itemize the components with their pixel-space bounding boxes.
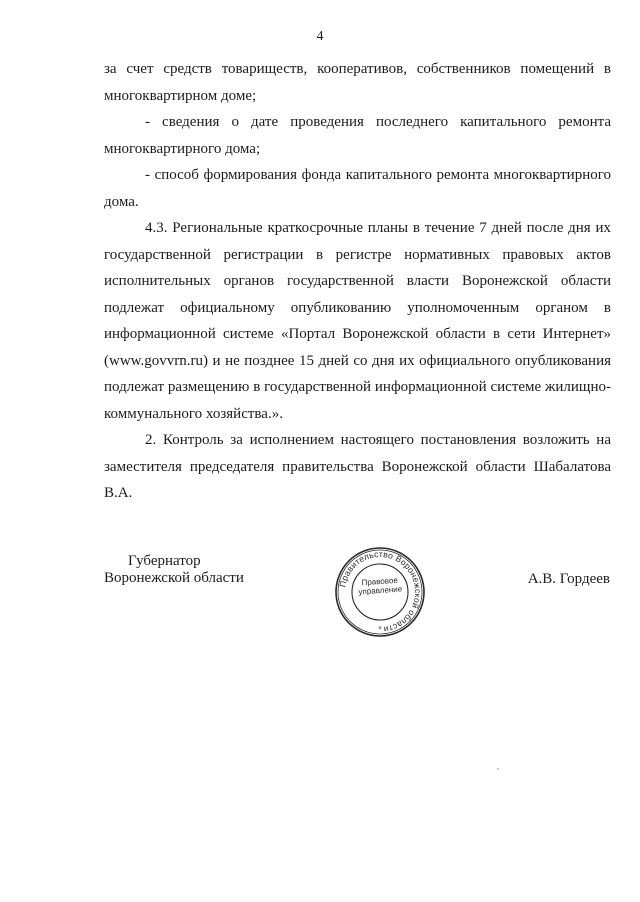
svg-text:*: *: [378, 625, 382, 633]
paragraph-repair-date: - сведения о дате проведения последнего капитального ремонта многоквартирного дома;: [104, 114, 611, 157]
signatory-name: А.В. Гордеев: [527, 571, 610, 587]
stamp-center-line2: управление: [358, 584, 403, 597]
paragraph-fund-method: - способ формирования фонда капитального ремонта многоквартирного дома.: [104, 167, 611, 210]
page-number: 4: [316, 29, 324, 44]
paragraph-continuation: за счет средств товариществ, кооперативов, собственников помещений в многоквартирном доме;: [104, 61, 611, 104]
signature-block: [0, 545, 640, 635]
scan-speck: [497, 768, 499, 770]
signatory-title-line2: Воронежской области: [104, 570, 244, 586]
paragraph-control: 2. Контроль за исполнением настоящего постановления возложить на заместителя председателя правительства Воронежской области Шабалатова В.А.: [104, 432, 611, 501]
official-stamp: [333, 545, 427, 639]
document-body: [104, 56, 611, 507]
signatory-title-line1: Губернатор: [128, 553, 201, 569]
paragraph-4-3: 4.3. Региональные краткосрочные планы в течение 7 дней после дня их государственной регистрации в регистре нормативных правовых актов исполнительных органов государственной власти Воронежской области подлежат официальному опубликованию уполномоченным органом в информационной системе «Портал Воронежской области в сети Интернет» (www.govvrn.ru) и не позднее 15 дней со дня их официального опубликования подлежат размещению в государственной информационной системе жилищно-коммунального хозяйства.».: [104, 220, 611, 422]
stamp-ring-text: Правительство Воронежской области: [337, 548, 424, 635]
stamp-center-line1: Правовое: [361, 575, 399, 588]
